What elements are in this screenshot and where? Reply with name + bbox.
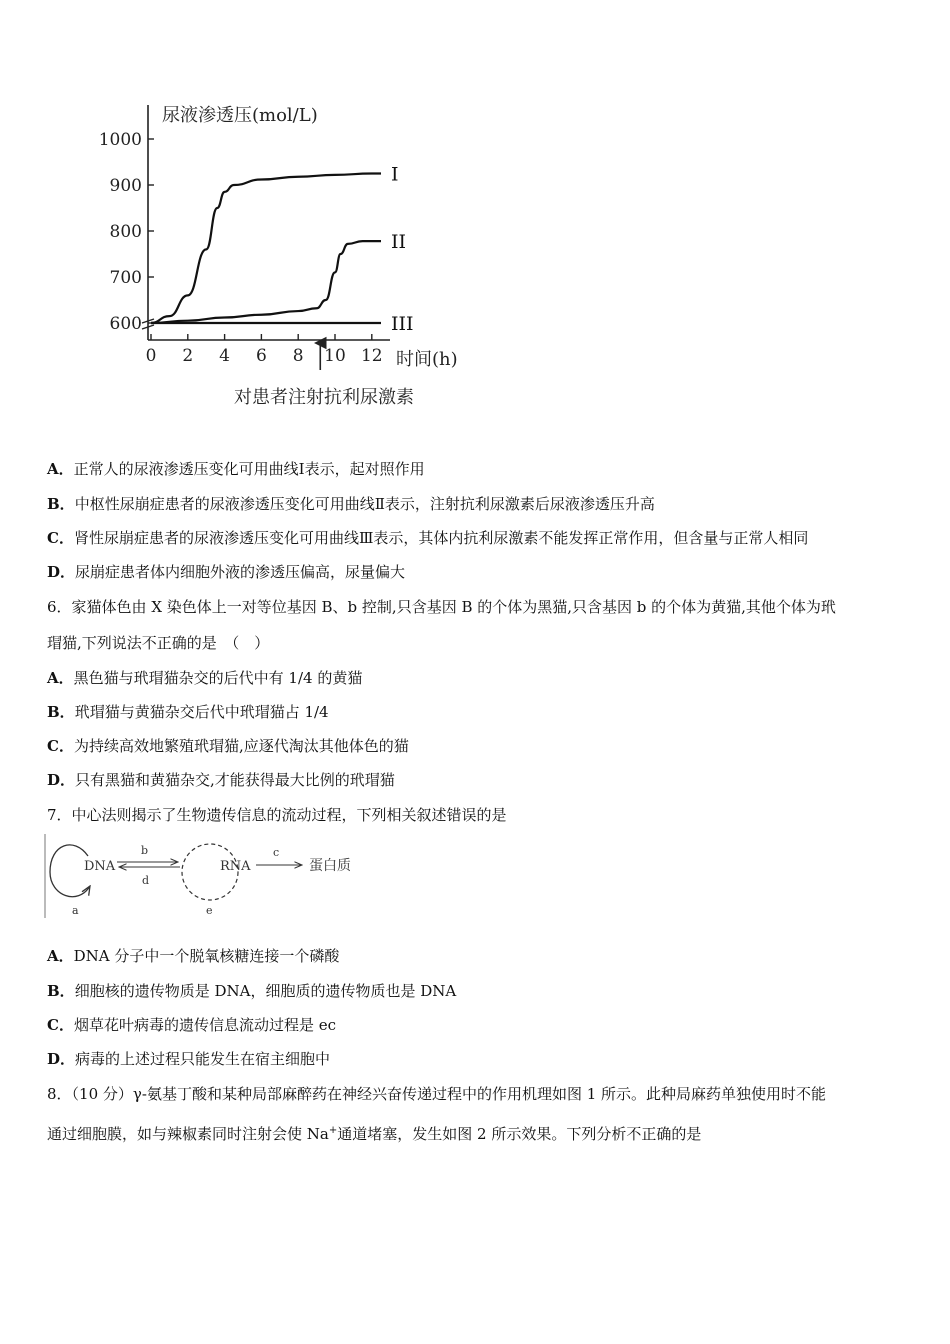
label-b: b xyxy=(141,844,149,857)
question-number: 7． xyxy=(47,806,72,824)
question-stem: 瑁猫,下列说法不正确的是 （ ） xyxy=(47,634,270,652)
label-a: a xyxy=(72,904,79,917)
question-number: 8． xyxy=(47,1085,72,1103)
q7-stem xyxy=(47,805,507,825)
dna-label: DNA xyxy=(84,859,116,874)
q7-option-d xyxy=(47,1049,330,1069)
option-label: B． xyxy=(47,703,75,721)
y-axis-title: 尿液渗透压(mol/L) xyxy=(162,105,318,126)
series-label: III xyxy=(391,313,414,335)
option-label: A． xyxy=(47,460,74,478)
option-text: 黑色猫与玳瑁猫杂交的后代中有 1/4 的黄猫 xyxy=(73,669,363,687)
option-text: 中枢性尿崩症患者的尿液渗透压变化可用曲线Ⅱ表示，注射抗利尿激素后尿液渗透压升高 xyxy=(74,495,655,513)
q5-option-b xyxy=(47,494,655,514)
q6-stem-line2 xyxy=(47,633,269,653)
x-tick-label: 12 xyxy=(360,346,383,366)
x-tick-label: 6 xyxy=(255,346,267,366)
q8-stem-line2 xyxy=(47,1121,701,1144)
option-label: C． xyxy=(47,737,74,755)
option-label: B． xyxy=(47,495,75,513)
question-stem: 中心法则揭示了生物遗传信息的流动过程，下列相关叙述错误的是 xyxy=(71,806,507,824)
label-e: e xyxy=(206,904,213,917)
option-label: D． xyxy=(47,771,76,789)
series-label: II xyxy=(391,231,407,254)
option-label: D． xyxy=(47,1050,76,1068)
q6-stem-line1 xyxy=(47,597,836,617)
question-stem: 通道堵塞，发生如图 2 所示效果。下列分析不正确的是 xyxy=(337,1125,702,1143)
question-stem: γ-氨基丁酸和某种局部麻醉药在神经兴奋传递过程中的作用机理如图 1 所示。此种局麻药单独使用时不能 xyxy=(132,1085,827,1103)
q5-option-a xyxy=(47,459,425,479)
question-number: 6． xyxy=(47,598,72,616)
option-label: A． xyxy=(47,947,74,965)
protein-label: 蛋白质 xyxy=(309,858,351,874)
option-text: 烟草花叶病毒的遗传信息流动过程是 ec xyxy=(73,1016,337,1034)
q5-option-d xyxy=(47,562,405,582)
series-line-II xyxy=(151,241,381,323)
x-tick-label: 2 xyxy=(182,346,194,366)
option-label: C． xyxy=(47,1016,74,1034)
q6-option-a xyxy=(47,668,362,688)
option-text: 只有黑猫和黄猫杂交,才能获得最大比例的玳瑁猫 xyxy=(75,771,395,789)
y-tick-label: 700 xyxy=(109,268,142,288)
y-tick-label: 800 xyxy=(109,222,142,242)
x-axis-title: 时间(h) xyxy=(396,349,458,370)
x-tick-label: 0 xyxy=(145,346,157,366)
option-text: DNA 分子中一个脱氧核糖连接一个磷酸 xyxy=(73,947,340,965)
question-score: （10 分） xyxy=(71,1085,133,1103)
central-dogma-diagram xyxy=(44,834,364,920)
option-label: A． xyxy=(47,669,74,687)
label-d: d xyxy=(142,874,150,887)
option-text: 玳瑁猫与黄猫杂交后代中玳瑁猫占 1/4 xyxy=(74,703,329,721)
rna-label: RNA xyxy=(220,859,251,874)
option-text: 细胞核的遗传物质是 DNA，细胞质的遗传物质也是 DNA xyxy=(74,982,457,1000)
y-tick-label: 1000 xyxy=(98,130,142,150)
q7-option-b xyxy=(47,981,456,1001)
option-text: 为持续高效地繁殖玳瑁猫,应逐代淘汰其他体色的猫 xyxy=(73,737,409,755)
question-stem: 家猫体色由 X 染色体上一对等位基因 B、b 控制,只含基因 B 的个体为黑猫,只含基因 b 的个体为黄猫,其他个体为玳 xyxy=(71,598,836,616)
x-tick-label: 4 xyxy=(219,346,231,366)
label-c: c xyxy=(273,846,280,859)
superscript-plus: + xyxy=(328,1125,338,1136)
q7-option-a xyxy=(47,946,339,966)
x-tick-label: 10 xyxy=(324,346,346,366)
q6-option-d xyxy=(47,770,395,790)
y-tick-label: 600 xyxy=(109,314,142,334)
option-text: 正常人的尿液渗透压变化可用曲线I表示，起对照作用 xyxy=(73,460,425,478)
injection-annotation: 对患者注射抗利尿激素 xyxy=(234,387,414,408)
q5-option-c xyxy=(47,528,808,548)
series-line-I xyxy=(151,174,381,324)
option-text: 病毒的上述过程只能发生在宿主细胞中 xyxy=(75,1050,331,1068)
option-text: 肾性尿崩症患者的尿液渗透压变化可用曲线Ⅲ表示，其体内抗利尿激素不能发挥正常作用，但含量与正常人相同 xyxy=(73,529,809,547)
urine-osmolarity-chart xyxy=(90,95,490,415)
q6-option-b xyxy=(47,702,329,722)
y-tick-label: 900 xyxy=(109,176,142,196)
option-text: 尿崩症患者体内细胞外液的渗透压偏高，尿量偏大 xyxy=(75,563,406,581)
question-stem: 通过细胞膜，如与辣椒素同时注射会使 Na xyxy=(47,1125,329,1143)
q6-option-c xyxy=(47,736,409,756)
option-label: B． xyxy=(47,982,75,1000)
option-label: C． xyxy=(47,529,74,547)
q7-option-c xyxy=(47,1015,336,1035)
series-label: I xyxy=(391,163,399,186)
q8-stem-line1 xyxy=(47,1084,826,1104)
option-label: D． xyxy=(47,563,76,581)
x-tick-label: 8 xyxy=(292,346,304,366)
